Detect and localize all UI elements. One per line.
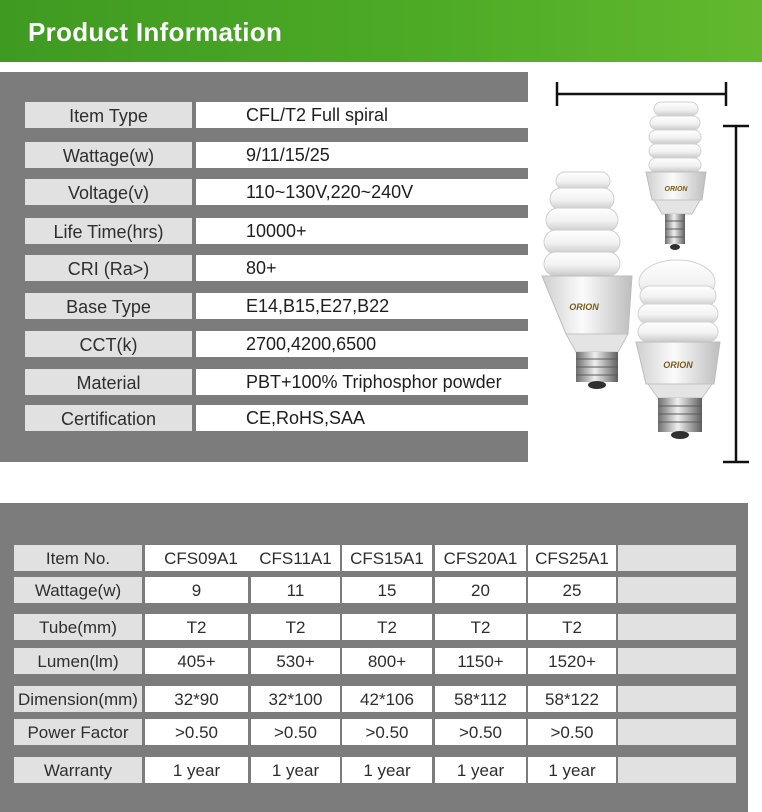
- spec-label: Certification: [25, 405, 192, 431]
- model-row-label: Tube(mm): [14, 614, 142, 640]
- model-cell: CFS15A1: [342, 545, 432, 571]
- model-cell: CFS09A1: [145, 545, 257, 571]
- model-cell: >0.50: [342, 719, 432, 745]
- bulb-illustration: [530, 72, 762, 472]
- model-cell: 1 year: [528, 757, 616, 783]
- model-table: [0, 503, 748, 812]
- model-cell: 1 year: [435, 757, 526, 783]
- medium-spiral-bulb: [636, 260, 720, 439]
- spec-value: PBT+100% Triphosphor powder: [196, 369, 528, 395]
- model-cell: 15: [342, 577, 432, 603]
- spec-label: Item Type: [25, 102, 192, 128]
- model-cell: >0.50: [435, 719, 526, 745]
- model-cell: 25: [528, 577, 616, 603]
- model-cell: T2: [435, 614, 526, 640]
- large-spiral-bulb: [542, 172, 632, 389]
- product-image: [530, 72, 762, 472]
- spec-row-base-type: [25, 293, 528, 319]
- model-cell: 1150+: [435, 648, 526, 674]
- model-cell: T2: [251, 614, 340, 640]
- spec-value: 2700,4200,6500: [196, 331, 528, 357]
- model-cell: >0.50: [145, 719, 248, 745]
- brand-label-medium: ORION: [663, 360, 693, 370]
- model-row-label: Item No.: [14, 545, 142, 571]
- model-row-filler: [618, 648, 736, 674]
- model-row-dimension: [14, 686, 736, 712]
- model-row-label: Power Factor: [14, 719, 142, 745]
- spec-row-item-type: [25, 102, 528, 128]
- model-cell: CFS25A1: [528, 545, 616, 571]
- model-cell: 530+: [251, 648, 340, 674]
- spec-row-voltage: [25, 179, 528, 205]
- model-cell: 58*112: [435, 686, 526, 712]
- spec-value: E14,B15,E27,B22: [196, 293, 528, 319]
- model-row-tube: [14, 614, 736, 640]
- spec-row-wattage: [25, 142, 528, 168]
- model-cell: 1 year: [251, 757, 340, 783]
- spec-value: 9/11/15/25: [196, 142, 528, 168]
- model-cell: 11: [251, 577, 340, 603]
- model-cell: 1 year: [342, 757, 432, 783]
- spec-row-cct: [25, 331, 528, 357]
- spec-label: CRI (Ra>): [25, 255, 192, 281]
- model-cell: 800+: [342, 648, 432, 674]
- brand-label-small: ORION: [664, 186, 688, 193]
- width-dimension-line: [557, 82, 726, 106]
- spec-row-life-time: [25, 218, 528, 244]
- spec-table: [0, 72, 528, 462]
- spec-label: Wattage(w): [25, 142, 192, 168]
- model-row-filler: [618, 719, 736, 745]
- model-cell: 58*122: [528, 686, 616, 712]
- height-dimension-line: [723, 126, 749, 462]
- model-row-filler: [618, 757, 736, 783]
- spec-value: 10000+: [196, 218, 528, 244]
- spec-label: Voltage(v): [25, 179, 192, 205]
- model-row-filler: [618, 614, 736, 640]
- model-cell: 32*100: [251, 686, 340, 712]
- model-row-power-factor: [14, 719, 736, 745]
- spec-value: 80+: [196, 255, 528, 281]
- spec-label: Life Time(hrs): [25, 218, 192, 244]
- model-cell: T2: [342, 614, 432, 640]
- spec-value: 110~130V,220~240V: [196, 179, 528, 205]
- model-cell: >0.50: [528, 719, 616, 745]
- spec-label: CCT(k): [25, 331, 192, 357]
- spec-row-material: [25, 369, 528, 395]
- spec-row-cri: [25, 255, 528, 281]
- spec-value: CFL/T2 Full spiral: [196, 102, 528, 128]
- spec-value: CE,RoHS,SAA: [196, 405, 528, 431]
- spec-label: Material: [25, 369, 192, 395]
- model-cell: 9: [145, 577, 248, 603]
- model-cell: T2: [528, 614, 616, 640]
- model-cell: >0.50: [251, 719, 340, 745]
- model-cell: 405+: [145, 648, 248, 674]
- model-row-label: Warranty: [14, 757, 142, 783]
- spec-row-certification: [25, 405, 528, 431]
- model-cell: T2: [145, 614, 248, 640]
- model-cell: 32*90: [145, 686, 248, 712]
- brand-label-large: ORION: [569, 302, 599, 312]
- model-cell: 42*106: [342, 686, 432, 712]
- model-cell: 1 year: [145, 757, 248, 783]
- model-cell: CFS20A1: [435, 545, 526, 571]
- model-row-label: Wattage(w): [14, 577, 142, 603]
- model-row-wattage: [14, 577, 736, 603]
- model-row-lumen: [14, 648, 736, 674]
- model-cell: 20: [435, 577, 526, 603]
- model-row-item-no: [14, 545, 736, 571]
- model-cell: 1520+: [528, 648, 616, 674]
- model-cell: CFS11A1: [251, 545, 340, 571]
- model-row-label: Lumen(lm): [14, 648, 142, 674]
- header-banner: [0, 0, 762, 62]
- model-row-filler: [618, 545, 736, 571]
- small-spiral-bulb: [646, 102, 706, 250]
- model-row-warranty: [14, 757, 736, 783]
- page-title: Product Information: [28, 17, 283, 47]
- model-row-filler: [618, 577, 736, 603]
- spec-label: Base Type: [25, 293, 192, 319]
- model-row-label: Dimension(mm): [14, 686, 142, 712]
- model-row-filler: [618, 686, 736, 712]
